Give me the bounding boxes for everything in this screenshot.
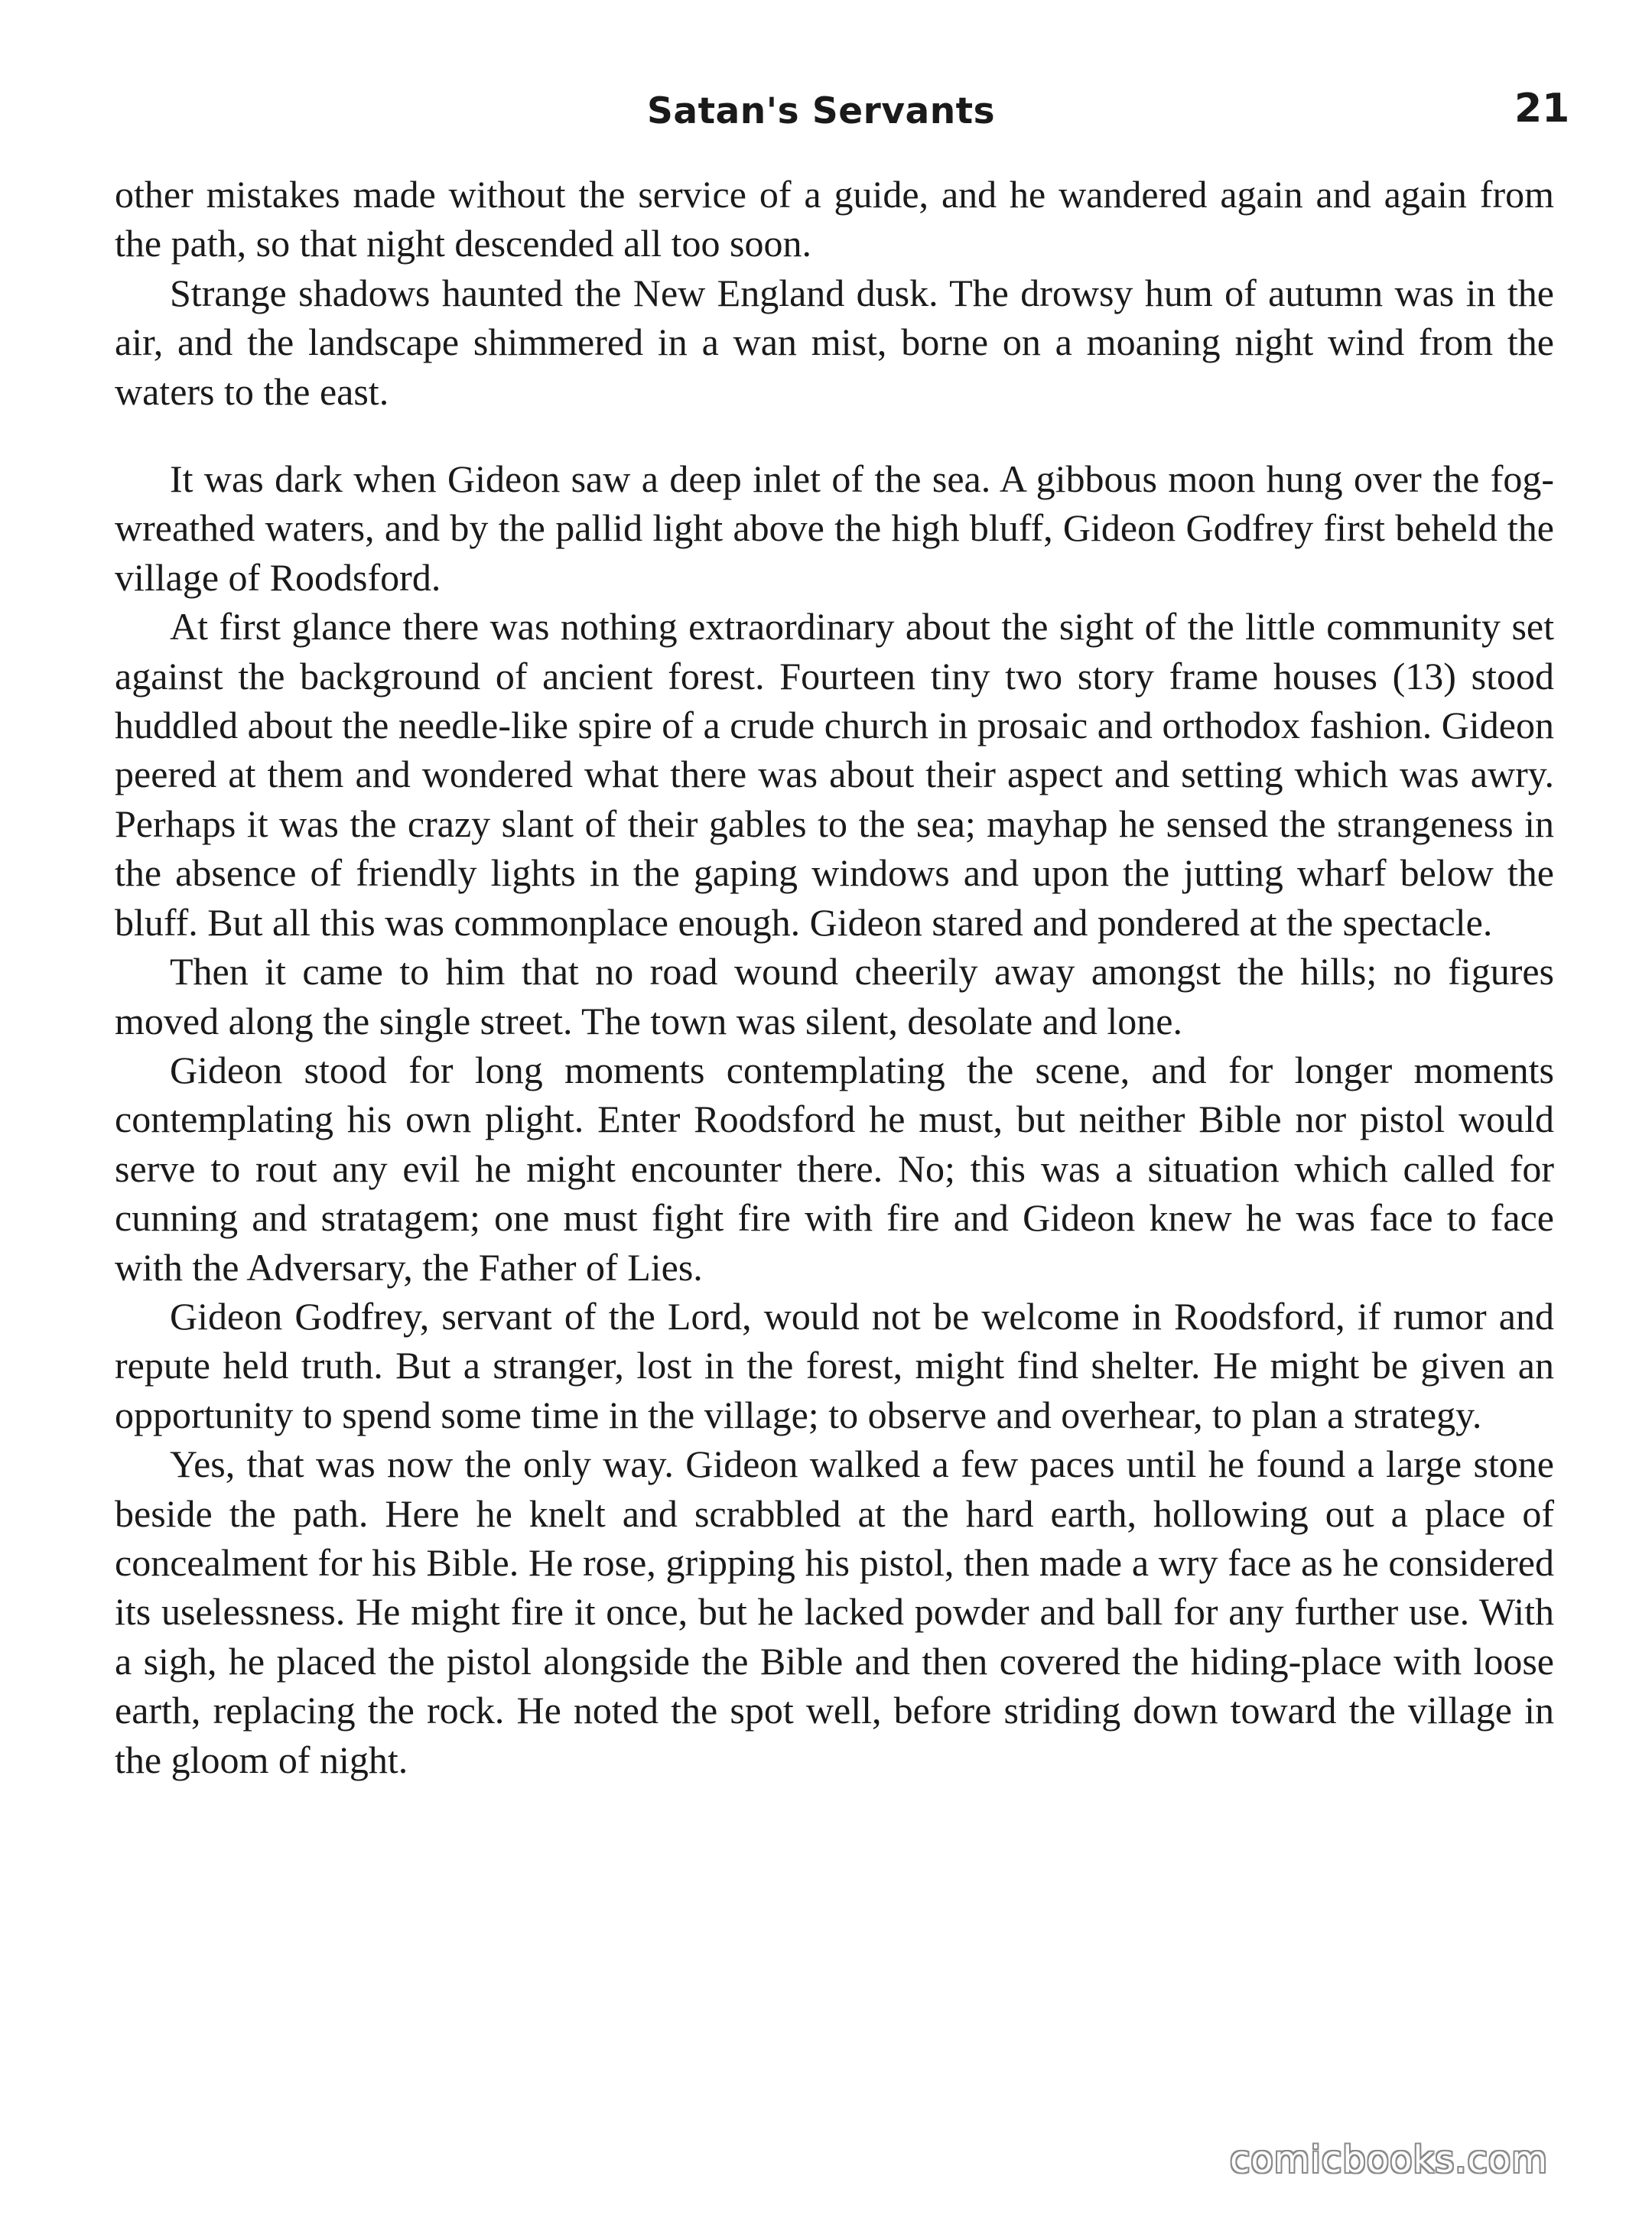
paragraph: It was dark when Gideon saw a deep inlet of the sea. A gibbous moon hung over the fog-wreathed waters, and by the pallid light above the high bluff, Gideon Godfrey first beheld the village of Roodsford.	[115, 457, 1554, 599]
paragraph: Then it came to him that no road wound cheerily away amongst the hills; no figures moved along the single street. The town was silent, desolate and lone.	[115, 950, 1554, 1042]
running-header	[0, 86, 1652, 151]
section-break	[115, 416, 1554, 454]
paragraph: Gideon Godfrey, servant of the Lord, would not be welcome in Roodsford, if rumor and repute held truth. But a stranger, lost in the forest, might find shelter. He might be given an opportunity to spend some time in the village; to observe and overhear, to plan a strategy.	[115, 1294, 1554, 1436]
paragraph-continuation: other mistakes made without the service of a guide, and he wandered again and again from the path, so that night descended all too soon.	[115, 173, 1554, 265]
paragraph: Strange shadows haunted the New England dusk. The drowsy hum of autumn was in the air, and the landscape shimmered in a wan mist, borne on a moaning night wind from the waters to the east.	[115, 271, 1554, 413]
paragraph: Yes, that was now the only way. Gideon walked a few paces until he found a large stone beside the path. Here he knelt and scrabbled at the hard earth, hollowing out a place of concealment for his Bible. He rose, gripping his pistol, then made a wry face as he considered its uselessness. He might fire it once, but he lacked powder and ball for any further use. With a sigh, he placed the pistol alongside the Bible and then covered the hiding-place with loose earth, replacing the rock. He noted the spot well, before striding down toward the village in the gloom of night.	[115, 1442, 1554, 1781]
paragraph: At first glance there was nothing extraordinary about the sight of the little community set against the background of ancient forest. Fourteen tiny two story frame houses (13) stood huddled about the needle-like spire of a crude church in prosaic and orthodox fashion. Gideon peered at them and wondered what there was about their aspect and setting which was awry. Perhaps it was the crazy slant of their gables to the sea; mayhap he sensed the strangeness in the absence of friendly lights in the gaping windows and upon the jutting wharf below the bluff. But all this was commonplace enough. Gideon stared and pondered at the spectacle.	[115, 605, 1554, 944]
watermark: comicbooks.com	[1230, 2138, 1549, 2181]
running-title: Satan's Servants	[647, 90, 996, 132]
page-number: 21	[1514, 86, 1570, 132]
paragraph: Gideon stood for long moments contemplating the scene, and for longer moments contemplating his own plight. Enter Roodsford he must, but neither Bible nor pistol would serve to rout any evil he might encounter there. No; this was a situation which called for cunning and stratagem; one must fight fire with fire and Gideon knew he was face to face with the Adversary, the Father of Lies.	[115, 1048, 1554, 1289]
body-text	[115, 170, 1554, 1784]
